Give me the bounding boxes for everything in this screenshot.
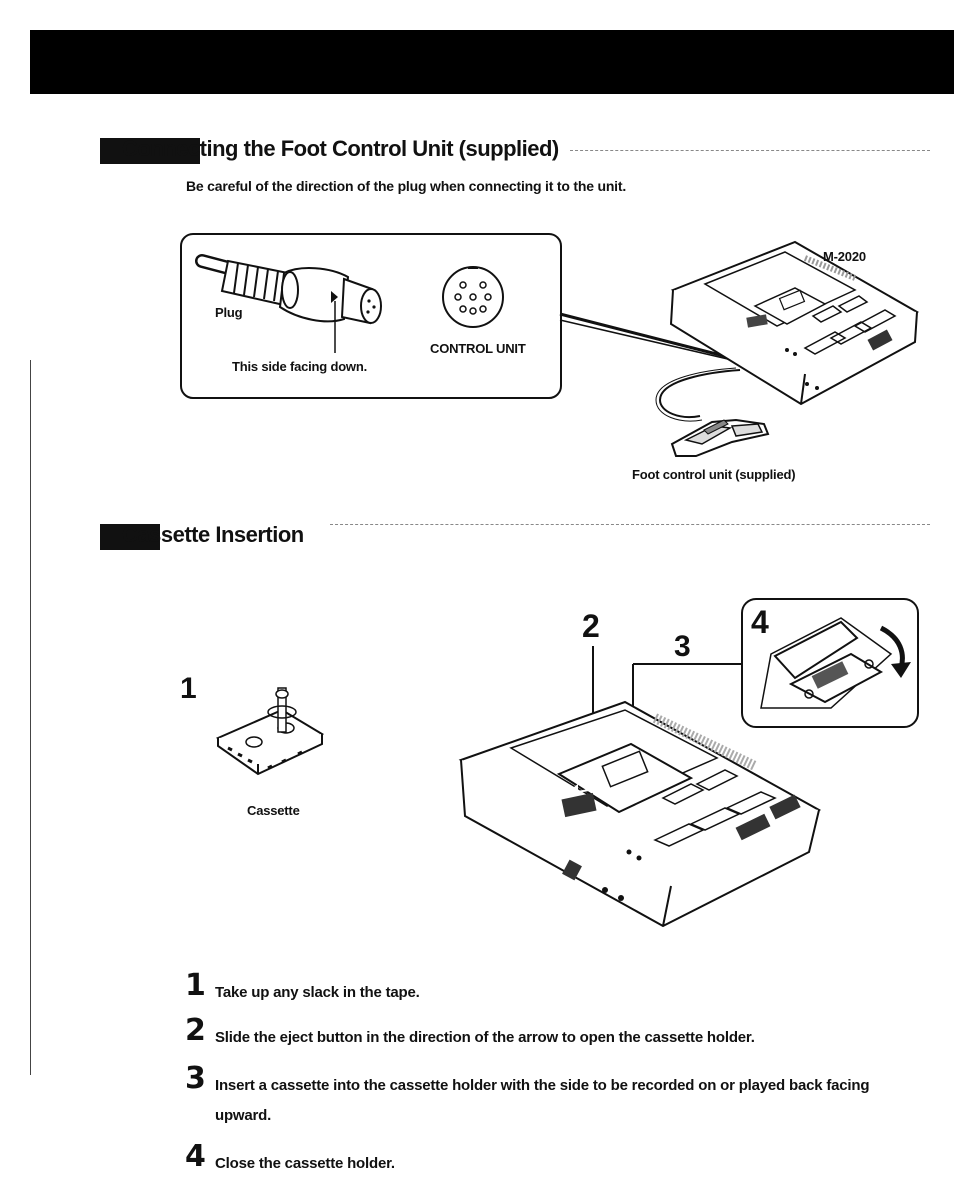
heading-rule: [570, 150, 930, 151]
section-title: Cassette Insertion: [122, 522, 304, 547]
section-title: Connecting the Foot Control Unit (supplied): [122, 136, 559, 161]
step-text: Slide the eject button in the direction of the arrow to open the cassette holder.: [215, 1029, 755, 1046]
model-label: M-2020: [823, 249, 866, 264]
control-unit-label: CONTROL UNIT: [430, 341, 526, 356]
callout-2: 2: [582, 608, 600, 644]
step-2: [185, 1013, 915, 1053]
heading-rule: [330, 524, 930, 525]
plug-orientation-label: This side facing down.: [232, 359, 368, 374]
foot-control-label: Foot control unit (supplied): [632, 467, 796, 482]
step-text: Take up any slack in the tape.: [215, 984, 420, 1001]
step-1: [185, 968, 915, 1008]
cassette-label: Cassette: [247, 803, 300, 818]
step-number: 3: [185, 1061, 206, 1096]
callout-4: 4: [751, 604, 769, 640]
step-text: Close the cassette holder.: [215, 1155, 395, 1172]
step-3: [185, 1061, 915, 1131]
section-heading-foot-control: [100, 136, 930, 166]
plug-label: Plug: [215, 305, 243, 320]
callout-3: 3: [674, 630, 691, 663]
step-number: 2: [185, 1013, 206, 1048]
cassette-illustration: [212, 688, 328, 788]
callout-1: 1: [180, 672, 197, 705]
step-number: 4: [185, 1139, 206, 1174]
step-number: 1: [185, 968, 206, 1003]
step-4: [185, 1139, 915, 1179]
step-text: Insert a cassette into the cassette holder with the side to be recorded on or played back facing upward.: [215, 1077, 870, 1124]
inset-figure-4: [741, 598, 919, 728]
plug-detail-figure: [180, 233, 562, 399]
margin-rule: [30, 360, 31, 1075]
header-bar: [30, 30, 954, 94]
foot-control-pedal-illustration: [640, 360, 770, 460]
section-intro-text: Be careful of the direction of the plug when connecting it to the unit.: [186, 178, 627, 194]
section-heading-cassette: [100, 522, 930, 552]
